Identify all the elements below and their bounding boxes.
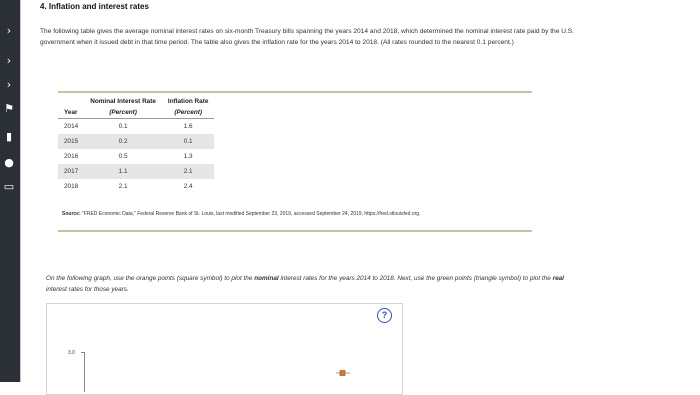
col-header-inflation: Inflation Rate bbox=[167, 98, 209, 105]
table-row bbox=[58, 164, 214, 179]
divider bbox=[20, 0, 21, 382]
cell-nominal: 0.1 bbox=[118, 123, 128, 130]
graph-panel[interactable] bbox=[46, 303, 403, 395]
source-note bbox=[62, 211, 562, 217]
table-row bbox=[58, 149, 214, 164]
table-row bbox=[58, 119, 214, 135]
flag-icon[interactable]: ⚑ bbox=[4, 102, 14, 115]
col-header-nominal-unit: (Percent) bbox=[84, 107, 162, 119]
help-button[interactable]: ? bbox=[377, 308, 392, 323]
cell-inflation: 1.6 bbox=[183, 123, 193, 130]
table-top-rule bbox=[58, 91, 532, 93]
cell-inflation: 2.4 bbox=[183, 183, 193, 190]
cell-nominal: 1.1 bbox=[84, 164, 162, 179]
cell-nominal: 0.2 bbox=[84, 134, 162, 149]
cell-year: 2018 bbox=[64, 183, 79, 190]
cell-year: 2016 bbox=[64, 153, 79, 160]
arrow-icon[interactable]: › bbox=[6, 54, 12, 67]
arrow-icon[interactable]: › bbox=[6, 78, 12, 91]
cell-inflation: 0.1 bbox=[162, 134, 214, 149]
bookmark-icon[interactable]: ▮ bbox=[5, 130, 13, 143]
source-label: Source: bbox=[62, 211, 81, 217]
cell-inflation: 1.3 bbox=[183, 153, 193, 160]
graph-instructions: On the following graph, use the orange points (square symbol) to plot the nominal interest rates for the years 2014 to 2018. Next, use the green points (triangle symbol) to plot the real interest rates for those years. bbox=[46, 275, 564, 293]
table-row bbox=[58, 179, 214, 194]
y-axis-tick-label: 3.0 bbox=[68, 350, 75, 356]
table-row bbox=[58, 134, 214, 149]
col-header-inflation-unit: (Percent) bbox=[162, 107, 214, 119]
orange-square-point-tool[interactable] bbox=[336, 370, 350, 376]
cell-year: 2017 bbox=[58, 164, 84, 179]
col-header-year: Year bbox=[58, 107, 84, 119]
rates-table bbox=[58, 96, 214, 194]
source-text: "FRED Economic Data," Federal Reserve Bank of St. Louis, last modified September 23, 2019, accessed September 24, 2019, https://fred.stlouisfed.org. bbox=[82, 211, 421, 217]
cell-nominal: 2.1 bbox=[118, 183, 128, 190]
cell-nominal: 0.5 bbox=[118, 153, 128, 160]
question-title: 4. Inflation and interest rates bbox=[40, 2, 149, 11]
notes-icon[interactable]: ▭ bbox=[3, 180, 15, 193]
cell-year: 2014 bbox=[64, 123, 79, 130]
col-header-nominal: Nominal Interest Rate bbox=[90, 98, 156, 105]
y-axis bbox=[84, 352, 85, 392]
table-bottom-rule bbox=[58, 230, 532, 232]
help-circle-icon[interactable]: ● bbox=[4, 156, 14, 169]
arrow-icon[interactable]: › bbox=[6, 24, 12, 37]
left-toolbar bbox=[0, 0, 20, 382]
question-intro: The following table gives the average nominal interest rates on six-month Treasury bills spanning the years 2014 and 2018, which determined the nominal interest rate paid by the U.S. government when it issued debt in that time period. The table also gives the inflation rate for the years 2014 to 2018. (All rates rounded to the nearest 0.1 percent.) bbox=[40, 28, 575, 46]
cell-year: 2015 bbox=[58, 134, 84, 149]
cell-inflation: 2.1 bbox=[162, 164, 214, 179]
